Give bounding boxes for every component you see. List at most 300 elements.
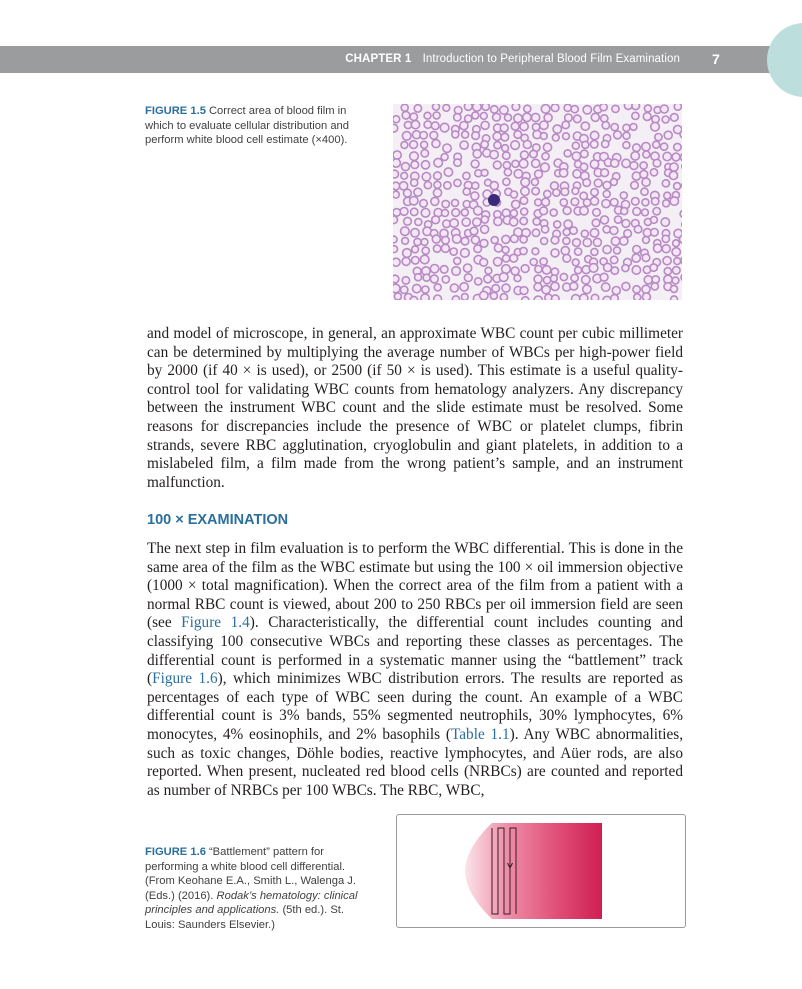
red-blood-cell xyxy=(481,169,488,176)
red-blood-cell xyxy=(402,132,411,141)
red-blood-cell xyxy=(393,151,401,159)
red-blood-cell xyxy=(673,267,681,275)
red-blood-cell xyxy=(591,197,599,205)
red-blood-cell xyxy=(424,112,431,119)
red-blood-cell xyxy=(603,296,611,300)
red-blood-cell xyxy=(603,245,611,253)
red-blood-cell xyxy=(411,121,419,129)
corner-decoration xyxy=(767,23,802,97)
red-blood-cell xyxy=(503,255,510,262)
red-blood-cell xyxy=(564,104,571,111)
paragraph-text: ). Characteristically, the differential count includes counting and classifying 100 consecutive WBCs and reporting these classes as percentages. The differential count is performed in a systematic manner using the “battlement” track ( xyxy=(147,614,683,688)
red-blood-cell xyxy=(540,207,548,215)
red-blood-cell xyxy=(401,227,410,236)
red-blood-cell xyxy=(402,238,409,245)
red-blood-cell xyxy=(430,275,438,283)
red-blood-cell xyxy=(632,104,640,110)
red-blood-cell xyxy=(624,104,632,109)
red-blood-cell xyxy=(655,134,662,141)
red-blood-cell xyxy=(601,216,609,224)
red-blood-cell xyxy=(611,295,619,300)
red-blood-cell xyxy=(593,209,601,217)
red-blood-cell xyxy=(542,266,550,274)
red-blood-cell xyxy=(671,114,679,122)
red-blood-cell xyxy=(611,159,619,167)
red-blood-cell xyxy=(580,294,588,300)
red-blood-cell xyxy=(473,150,481,158)
red-blood-cell xyxy=(492,285,500,293)
red-blood-cell xyxy=(401,104,408,111)
red-blood-cell xyxy=(494,258,502,266)
red-blood-cell xyxy=(582,276,590,284)
red-blood-cell xyxy=(434,158,443,167)
red-blood-cell xyxy=(632,112,639,119)
red-blood-cell xyxy=(510,218,518,226)
red-blood-cell xyxy=(464,274,472,282)
red-blood-cell xyxy=(401,286,408,293)
red-blood-cell xyxy=(534,296,542,300)
red-blood-cell xyxy=(521,178,530,187)
red-blood-cell xyxy=(394,293,401,300)
red-blood-cell xyxy=(541,238,548,245)
red-blood-cell xyxy=(520,197,527,204)
red-blood-cell xyxy=(660,105,668,113)
red-blood-cell xyxy=(430,265,438,273)
red-blood-cell xyxy=(393,275,399,283)
red-blood-cell xyxy=(571,198,579,206)
micrograph-image xyxy=(393,104,682,300)
red-blood-cell xyxy=(602,200,610,208)
figure-1-4-link[interactable]: Figure 1.4 xyxy=(181,614,250,632)
red-blood-cell xyxy=(494,142,501,149)
red-blood-cell xyxy=(452,199,459,206)
red-blood-cell xyxy=(612,287,620,295)
red-blood-cell xyxy=(505,114,512,121)
red-blood-cell xyxy=(420,132,427,139)
red-blood-cell xyxy=(552,295,560,300)
paragraph-text: ), which minimizes WBC distribution errors. The results are reported as percentages of each type of WBC seen during the count. An example of a WBC differential count is 3% bands, 55% segmented neutrophils, 30% lymphocytes, 6% monocytes, 4% eosinophils, and 2% basophils ( xyxy=(147,670,683,743)
red-blood-cell xyxy=(542,198,550,206)
red-blood-cell xyxy=(412,257,420,265)
red-blood-cell xyxy=(542,226,549,233)
red-blood-cell xyxy=(632,254,640,262)
red-blood-cell xyxy=(520,217,527,224)
red-blood-cell xyxy=(474,206,483,215)
red-blood-cell xyxy=(594,179,602,187)
red-blood-cell xyxy=(393,159,400,167)
red-blood-cell xyxy=(413,284,421,292)
red-blood-cell xyxy=(444,168,452,176)
red-blood-cell xyxy=(664,268,671,275)
red-blood-cell xyxy=(551,104,559,112)
red-blood-cell xyxy=(474,245,482,253)
red-blood-cell xyxy=(471,160,479,168)
red-blood-cell xyxy=(674,143,681,150)
red-blood-cell xyxy=(400,208,408,216)
red-blood-cell xyxy=(544,277,551,284)
red-blood-cell xyxy=(563,237,570,244)
figure-label: FIGURE 1.5 xyxy=(145,105,206,117)
red-blood-cell xyxy=(651,217,658,224)
red-blood-cell xyxy=(631,152,639,160)
red-blood-cell xyxy=(642,143,650,151)
red-blood-cell xyxy=(633,144,641,152)
red-blood-cell xyxy=(622,220,630,228)
red-blood-cell xyxy=(674,258,681,265)
red-blood-cell xyxy=(393,246,398,253)
red-blood-cell xyxy=(544,190,551,197)
red-blood-cell xyxy=(462,131,469,138)
red-blood-cell xyxy=(499,273,508,282)
red-blood-cell xyxy=(473,104,482,111)
red-blood-cell xyxy=(603,226,610,233)
red-blood-cell xyxy=(535,266,542,273)
red-blood-cell xyxy=(421,209,430,218)
red-blood-cell xyxy=(583,106,591,114)
red-blood-cell xyxy=(415,219,422,226)
red-blood-cell xyxy=(672,153,680,161)
red-blood-cell xyxy=(411,208,418,215)
red-blood-cell xyxy=(442,210,449,217)
red-blood-cell xyxy=(574,115,582,123)
red-blood-cell xyxy=(651,122,660,131)
red-blood-cell xyxy=(570,282,578,290)
red-blood-cell xyxy=(522,297,529,300)
red-blood-cell xyxy=(472,112,479,119)
red-blood-cell xyxy=(433,104,440,110)
red-blood-cell xyxy=(563,254,571,262)
red-blood-cell xyxy=(463,188,470,195)
red-blood-cell xyxy=(393,236,397,243)
red-blood-cell xyxy=(393,182,400,190)
red-blood-cell xyxy=(664,192,671,199)
red-blood-cell xyxy=(661,143,668,150)
red-blood-cell xyxy=(444,182,451,189)
red-blood-cell xyxy=(583,179,591,187)
red-blood-cell xyxy=(551,236,559,244)
red-blood-cell xyxy=(622,282,630,290)
red-blood-cell xyxy=(563,207,571,215)
red-blood-cell xyxy=(401,172,408,179)
red-blood-cell xyxy=(481,225,489,233)
body-paragraph-1: and model of microscope, in general, an approximate WBC count per cubic millimeter can be determined by multiplying the average number of WBCs per high-power field by 2000 (if 40 × is used), or 2500 (if 50 × is used). This estimate is a useful quality-control tool for validating WBC counts from hematology analyzers. Any discrepancy between the instrument WBC count and the slide estimate must be resolved. Some reasons for discrepancies include the presence of WBC or platelet clumps, fibrin strands, severe RBC agglutination, cryoglobulin and giant platelets, in addition to a mislabeled film, a film made from the wrong patient’s sample, and an instrument malfunction. xyxy=(147,325,683,491)
header-text xyxy=(345,46,680,73)
red-blood-cell xyxy=(644,105,651,112)
paragraph-text: The next step in film evaluation is to perform the WBC differential. This is done in the same area of the film as the WBC estimate but using the 100 × oil immersion objective (1000 × total magnification). When the correct area of the film from a patient with a normal RBC count is viewed, about 200 to 250 RBCs per oil immersion field are seen (see xyxy=(147,540,683,632)
red-blood-cell xyxy=(393,191,399,198)
red-blood-cell xyxy=(642,199,649,206)
red-blood-cell xyxy=(424,121,431,128)
red-blood-cell xyxy=(403,249,412,258)
red-blood-cell xyxy=(533,218,540,225)
red-blood-cell xyxy=(531,179,538,186)
red-blood-cell xyxy=(460,141,468,149)
red-blood-cell xyxy=(434,284,441,291)
red-blood-cell xyxy=(404,121,411,128)
red-blood-cell xyxy=(553,125,561,133)
red-blood-cell xyxy=(560,199,567,206)
red-blood-cell xyxy=(514,170,522,178)
red-blood-cell xyxy=(503,178,510,185)
red-blood-cell xyxy=(540,133,547,140)
red-blood-cell xyxy=(524,105,531,112)
red-blood-cell xyxy=(633,208,641,216)
red-blood-cell xyxy=(679,235,682,243)
red-blood-cell xyxy=(530,259,537,266)
red-blood-cell xyxy=(461,209,468,216)
red-blood-cell xyxy=(411,179,418,186)
red-blood-cell xyxy=(393,124,398,132)
red-blood-cell xyxy=(491,106,498,113)
red-blood-cell xyxy=(570,227,577,234)
red-blood-cell xyxy=(671,296,678,300)
red-blood-cell xyxy=(580,163,587,170)
red-blood-cell xyxy=(631,182,639,190)
red-blood-cell xyxy=(551,275,558,282)
red-blood-cell xyxy=(532,113,540,121)
red-blood-cell xyxy=(411,161,419,169)
red-blood-cell xyxy=(490,292,497,299)
red-blood-cell xyxy=(634,294,641,300)
red-blood-cell xyxy=(642,209,649,216)
red-blood-cell xyxy=(471,236,479,244)
red-blood-cell xyxy=(681,257,682,265)
red-blood-cell xyxy=(501,133,509,141)
red-blood-cell xyxy=(652,276,659,283)
red-blood-cell xyxy=(450,248,457,255)
red-blood-cell xyxy=(512,104,520,111)
battlement-slide-figure xyxy=(396,814,686,928)
red-blood-cell xyxy=(643,113,651,121)
red-blood-cell xyxy=(591,189,598,196)
red-blood-cell xyxy=(393,258,400,266)
red-blood-cell xyxy=(611,237,619,245)
red-blood-cell xyxy=(633,286,640,293)
red-blood-cell xyxy=(421,141,428,148)
red-blood-cell xyxy=(401,142,408,149)
red-blood-cell xyxy=(663,152,671,160)
figure-label: FIGURE 1.6 xyxy=(145,846,206,858)
red-blood-cell xyxy=(461,249,470,258)
red-blood-cell xyxy=(622,159,630,167)
red-blood-cell xyxy=(653,208,660,215)
red-blood-cell xyxy=(491,237,498,244)
red-blood-cell xyxy=(614,247,621,254)
red-blood-cell xyxy=(512,200,520,208)
red-blood-cell xyxy=(642,178,650,186)
red-blood-cell xyxy=(443,105,450,112)
red-blood-cell xyxy=(634,226,641,233)
red-blood-cell xyxy=(502,265,511,274)
red-blood-cell xyxy=(504,169,511,176)
red-blood-cell xyxy=(433,112,440,119)
red-blood-cell xyxy=(575,248,582,255)
red-blood-cell xyxy=(434,181,441,188)
red-blood-cell xyxy=(493,132,501,140)
red-blood-cell xyxy=(643,151,650,158)
red-blood-cell xyxy=(485,267,492,274)
red-blood-cell xyxy=(511,122,519,130)
red-blood-cell xyxy=(521,208,528,215)
section-heading: 100 × EXAMINATION xyxy=(147,512,289,528)
red-blood-cell xyxy=(632,266,640,274)
red-blood-cell xyxy=(402,277,409,284)
red-blood-cell xyxy=(511,141,520,150)
red-blood-cell xyxy=(480,113,487,120)
red-blood-cell xyxy=(532,187,539,194)
red-blood-cell xyxy=(551,282,559,290)
red-blood-cell xyxy=(662,235,669,242)
red-blood-cell xyxy=(640,170,648,178)
red-blood-cell xyxy=(454,257,461,264)
red-blood-cell xyxy=(611,179,618,186)
red-blood-cell xyxy=(593,238,601,246)
red-blood-cell xyxy=(572,295,580,300)
red-blood-cell xyxy=(433,189,441,197)
red-blood-cell xyxy=(602,140,609,147)
red-blood-cell xyxy=(601,169,609,177)
red-blood-cell xyxy=(650,264,657,271)
red-blood-cell xyxy=(411,229,419,237)
blood-film-micrograph xyxy=(393,104,682,300)
red-blood-cell xyxy=(452,267,461,276)
red-blood-cell xyxy=(623,132,630,139)
red-blood-cell xyxy=(410,141,418,149)
red-blood-cell xyxy=(610,199,618,207)
caption-text: Correct area of blood film in which to evaluate cellular distribution and perform white blood cell estimate (×400). xyxy=(145,105,349,147)
red-blood-cell xyxy=(414,238,421,245)
red-blood-cell xyxy=(442,276,449,283)
red-blood-cell xyxy=(441,244,449,252)
red-blood-cell xyxy=(480,291,488,299)
red-blood-cell xyxy=(454,179,461,186)
red-blood-cell xyxy=(502,145,509,152)
red-blood-cell xyxy=(602,283,610,291)
red-blood-cell xyxy=(421,161,429,169)
figure-1-6-link[interactable]: Figure 1.6 xyxy=(152,670,218,688)
red-blood-cell xyxy=(662,245,670,253)
red-blood-cell xyxy=(662,180,669,187)
red-blood-cell xyxy=(654,244,662,252)
red-blood-cell xyxy=(493,113,501,121)
red-blood-cell xyxy=(521,187,529,195)
red-blood-cell xyxy=(550,209,557,216)
red-blood-cell xyxy=(591,248,598,255)
red-blood-cell xyxy=(541,105,550,114)
red-blood-cell xyxy=(450,284,458,292)
red-blood-cell xyxy=(393,170,399,178)
red-blood-cell xyxy=(560,273,567,280)
red-blood-cell xyxy=(493,161,501,169)
red-blood-cell xyxy=(421,150,428,157)
red-blood-cell xyxy=(610,227,618,235)
red-blood-cell xyxy=(502,247,509,254)
red-blood-cell xyxy=(523,113,531,121)
red-blood-cell xyxy=(672,277,679,284)
red-blood-cell xyxy=(472,132,480,140)
red-blood-cell xyxy=(572,142,579,149)
red-blood-cell xyxy=(621,208,628,215)
red-blood-cell xyxy=(452,296,459,300)
red-blood-cell xyxy=(650,169,657,176)
red-blood-cell xyxy=(589,264,598,273)
red-blood-cell xyxy=(582,141,589,148)
red-blood-cell xyxy=(622,265,629,272)
red-blood-cell xyxy=(620,237,628,245)
red-blood-cell xyxy=(615,216,622,223)
red-blood-cell xyxy=(581,230,588,237)
blood-smear xyxy=(465,823,602,919)
red-blood-cell xyxy=(514,114,522,122)
red-blood-cell xyxy=(643,237,650,244)
red-blood-cell xyxy=(520,247,527,254)
figure-1-5-caption xyxy=(145,104,367,148)
red-blood-cell xyxy=(653,159,661,167)
red-blood-cell xyxy=(672,248,680,256)
red-blood-cell xyxy=(611,124,618,131)
red-blood-cell xyxy=(590,141,598,149)
red-blood-cell xyxy=(502,235,510,243)
red-blood-cell xyxy=(432,216,440,224)
red-blood-cell xyxy=(432,140,440,148)
red-blood-cell xyxy=(680,210,682,217)
red-blood-cell xyxy=(633,246,641,254)
red-blood-cell xyxy=(561,247,569,255)
red-blood-cell xyxy=(581,122,589,130)
table-1-1-link[interactable]: Table 1.1 xyxy=(450,725,510,743)
red-blood-cell xyxy=(561,188,569,196)
red-blood-cell xyxy=(430,131,438,139)
red-blood-cell xyxy=(512,160,519,167)
red-blood-cell xyxy=(494,217,502,225)
red-blood-cell xyxy=(532,229,539,236)
red-blood-cell xyxy=(612,105,619,112)
battlement-diagram xyxy=(397,815,685,927)
red-blood-cell xyxy=(575,267,582,274)
caption-text: “Battlement” pattern for performing a white blood cell differential. (From Keohane E.A., Smith L., Walenga J. (Eds.) (2016). xyxy=(145,846,356,902)
red-blood-cell xyxy=(410,152,419,161)
red-blood-cell xyxy=(535,170,543,178)
red-blood-cell xyxy=(623,142,630,149)
red-blood-cell xyxy=(514,275,521,282)
red-blood-cell xyxy=(661,218,669,226)
red-blood-cell xyxy=(571,106,578,113)
red-blood-cell xyxy=(402,112,410,120)
red-blood-cell xyxy=(410,113,417,120)
red-blood-cell xyxy=(393,209,401,217)
red-blood-cell xyxy=(410,296,418,300)
red-blood-cell xyxy=(673,240,680,247)
red-blood-cell xyxy=(423,274,430,281)
red-blood-cell xyxy=(422,286,429,293)
chapter-label: CHAPTER 1 xyxy=(345,53,412,65)
red-blood-cell xyxy=(481,141,488,148)
red-blood-cell xyxy=(680,130,682,138)
red-blood-cell xyxy=(464,264,472,272)
red-blood-cell xyxy=(481,216,488,223)
red-blood-cell xyxy=(402,257,410,265)
red-blood-cell xyxy=(521,265,529,273)
red-blood-cell xyxy=(452,131,459,138)
red-blood-cell xyxy=(560,169,568,177)
red-blood-cell xyxy=(610,256,617,263)
red-blood-cell xyxy=(541,163,550,172)
red-blood-cell xyxy=(473,218,481,226)
red-blood-cell xyxy=(653,141,660,148)
red-blood-cell xyxy=(563,133,570,140)
red-blood-cell xyxy=(551,249,559,257)
red-blood-cell xyxy=(500,124,508,132)
